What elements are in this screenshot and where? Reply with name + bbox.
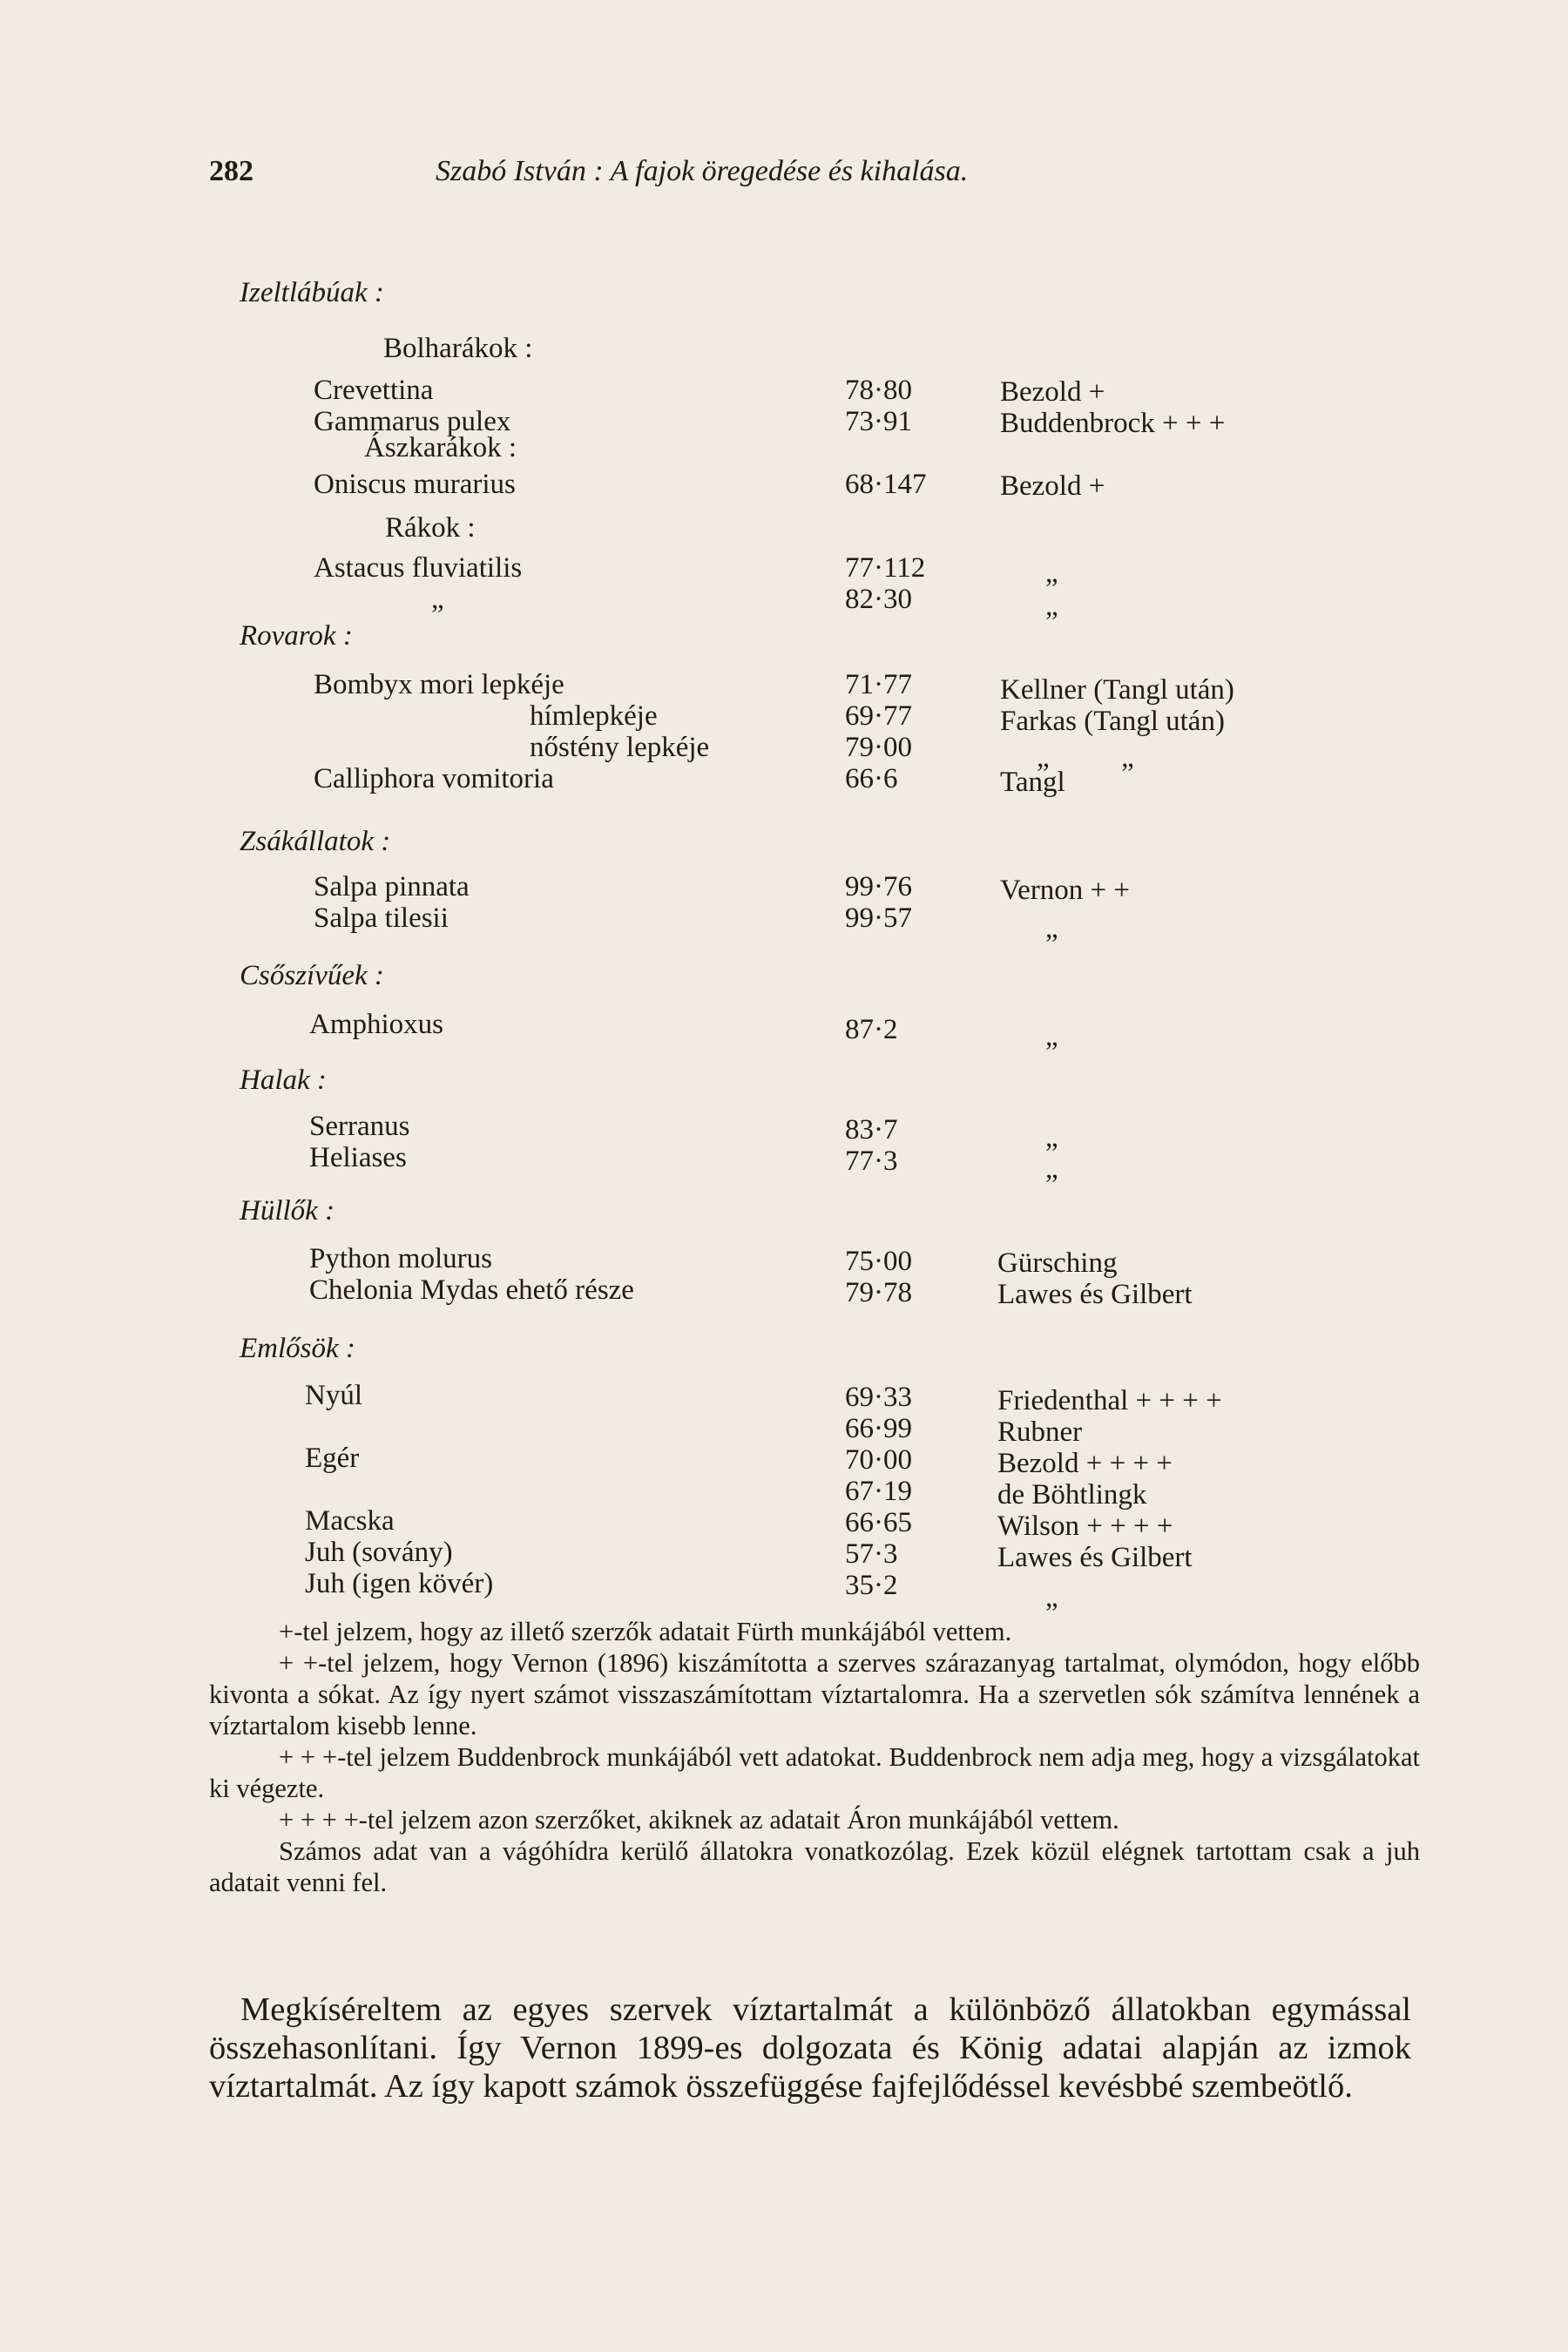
water-content-value: 71·77 — [845, 669, 912, 700]
source-author: „ — [1045, 1153, 1058, 1185]
source-author: Vernon + + — [1000, 875, 1131, 906]
group-heading: Halak : — [240, 1064, 327, 1096]
source-author: „ — [1045, 591, 1058, 622]
source-author: Lawes és Gilbert — [997, 1542, 1193, 1573]
subgroup-heading: Ászkarákok : — [364, 432, 517, 463]
footnote: + + + +-tel jelzem azon szerzőket, akiknek az adatait Áron munkájából vettem. — [279, 1805, 1119, 1835]
species-name: Macska — [305, 1505, 395, 1537]
source-author: Bezold + — [1000, 470, 1105, 502]
source-author: Rubner — [997, 1416, 1083, 1448]
species-name: Amphioxus — [309, 1009, 444, 1040]
species-name: „ — [431, 584, 444, 615]
group-heading: Emlősök : — [240, 1333, 355, 1364]
footnote: + + +-tel jelzem Buddenbrock munkájából vett adatokat. Buddenbrock nem adja meg, hogy a vizsgálatokat ki végezte. — [209, 1742, 1420, 1803]
water-content-value: 82·30 — [845, 584, 912, 615]
source-author: Lawes és Gilbert — [997, 1279, 1193, 1310]
species-name: Calliphora vomitoria — [314, 763, 554, 794]
species-name: Gammarus pulex — [314, 406, 511, 437]
water-content-value: 99·57 — [845, 902, 912, 934]
water-content-value: 70·00 — [845, 1444, 912, 1476]
species-name: Nyúl — [305, 1380, 362, 1411]
water-content-value: 66·6 — [845, 763, 898, 794]
water-content-value: 67·19 — [845, 1476, 912, 1507]
species-name: Oniscus murarius — [314, 469, 516, 500]
subgroup-heading: Rákok : — [385, 512, 476, 544]
water-content-value: 83·7 — [845, 1114, 898, 1146]
species-name: Serranus — [309, 1111, 410, 1142]
group-heading: Hüllők : — [240, 1195, 335, 1227]
water-content-value: 87·2 — [845, 1014, 898, 1045]
source-author: Tangl — [1000, 767, 1065, 798]
species-name: hímlepkéje — [530, 700, 658, 732]
water-content-value: 77·112 — [845, 552, 926, 584]
water-content-value: 69·77 — [845, 700, 912, 732]
source-author: „ „ — [1037, 742, 1134, 774]
source-author: Farkas (Tangl után) — [1000, 706, 1225, 737]
species-name: Chelonia Mydas ehető része — [309, 1274, 634, 1306]
source-author: „ — [1045, 913, 1058, 944]
species-name: Egér — [305, 1443, 360, 1474]
body-paragraph — [209, 1990, 1411, 2105]
water-content-value: 69·33 — [845, 1382, 912, 1413]
water-content-value: 35·2 — [845, 1570, 898, 1601]
species-name: Juh (igen kövér) — [305, 1568, 494, 1599]
water-content-value: 79·78 — [845, 1277, 912, 1308]
species-name: Python molurus — [309, 1243, 492, 1274]
source-author: „ — [1045, 558, 1058, 589]
species-name: Heliases — [309, 1142, 407, 1173]
source-author: Friedenthal + + + + — [997, 1385, 1222, 1416]
source-author: Kellner (Tangl után) — [1000, 674, 1234, 706]
water-content-value: 66·99 — [845, 1413, 912, 1444]
water-content-value: 78·80 — [845, 375, 912, 406]
footnote: +-tel jelzem, hogy az illető szerzők adatait Fürth munkájából vettem. — [279, 1617, 1012, 1646]
group-heading: Rovarok : — [240, 620, 353, 652]
species-name: Crevettina — [314, 375, 434, 406]
water-content-value: 73·91 — [845, 406, 912, 437]
running-title: Szabó István : A fajok öregedése és kihalása. — [436, 155, 969, 187]
source-author: „ — [1045, 1122, 1058, 1153]
source-author: Bezold + + + + — [997, 1448, 1173, 1479]
water-content-value: 57·3 — [845, 1538, 898, 1570]
page-number: 282 — [209, 155, 253, 187]
source-author: Buddenbrock + + + — [1000, 408, 1226, 439]
water-content-value: 79·00 — [845, 732, 912, 763]
source-author: Wilson + + + + — [997, 1511, 1173, 1542]
footnotes — [209, 1616, 1420, 1898]
footnote: + +-tel jelzem, hogy Vernon (1896) kiszámította a szerves szárazanyag tartalmat, olymódon, hogy előbb kivonta a sókat. Az így nyert számot visszaszámítottam víztartalomra. Ha a szervetlen sók számítva lennének a víztartalom kisebb lenne. — [209, 1648, 1420, 1740]
species-name: Astacus fluviatilis — [314, 552, 523, 584]
water-content-value: 75·00 — [845, 1246, 912, 1277]
species-name: Bombyx mori lepkéje — [314, 669, 564, 700]
source-author: de Böhtlingk — [997, 1479, 1147, 1511]
water-content-value: 99·76 — [845, 871, 912, 902]
water-content-value: 68·147 — [845, 469, 927, 500]
species-name: Juh (sovány) — [305, 1537, 453, 1568]
group-heading: Izeltlábúak : — [240, 277, 384, 308]
subgroup-heading: Bolharákok : — [383, 333, 533, 364]
water-content-value: 66·65 — [845, 1507, 912, 1538]
source-author: Bezold + — [1000, 376, 1105, 408]
source-author: Gürsching — [997, 1247, 1118, 1279]
group-heading: Zsákállatok : — [240, 826, 391, 857]
footnote: Számos adat van a vágóhídra kerülő állatokra vonatkozólag. Ezek közül elégnek tartottam csak a juh adatait venni fel. — [209, 1836, 1420, 1897]
source-author: „ — [1045, 1021, 1058, 1052]
group-heading: Csőszívűek : — [240, 960, 384, 991]
paragraph-text: Megkíséreltem az egyes szervek víztartalmát a különböző állatokban egymással összehasonlítani. Így Vernon 1899-es dolgozata és König adatai alapján az izmok víztartalmát. Az így kapott számok összefüggése fajfejlődéssel kevésbbé szembeötlő. — [209, 1991, 1411, 2105]
source-author: „ — [1045, 1582, 1058, 1613]
species-name: Salpa pinnata — [314, 871, 470, 902]
water-content-value: 77·3 — [845, 1146, 898, 1177]
species-name: Salpa tilesii — [314, 902, 449, 934]
species-name: nőstény lepkéje — [530, 732, 710, 763]
